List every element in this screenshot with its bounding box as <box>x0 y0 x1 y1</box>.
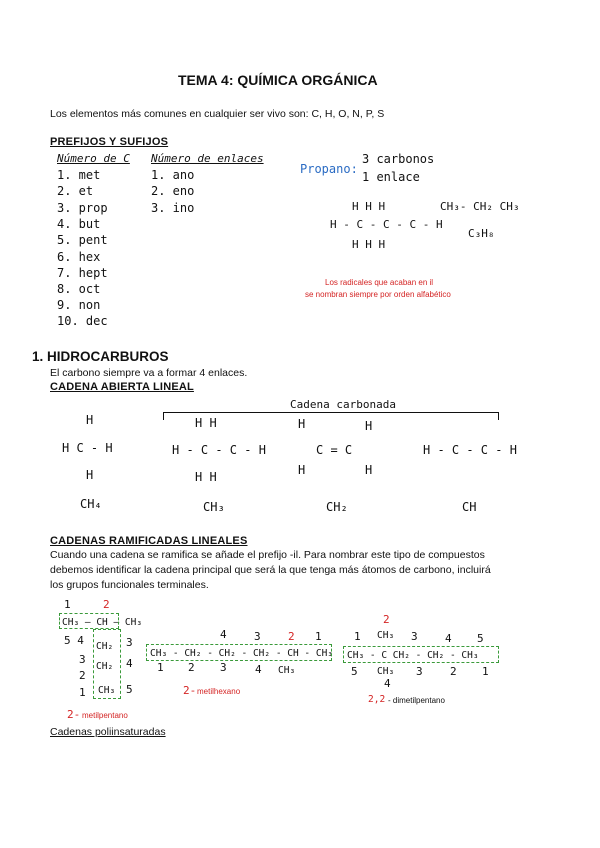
bonds-header: Número de enlaces <box>151 152 264 165</box>
ex3-chain: CH₃ - C CH₂ - CH₂ - CH₃ <box>347 650 479 661</box>
list-item: 3. ino <box>151 201 195 215</box>
ex2-bot-4: 4 <box>255 663 262 676</box>
carbon-bonds-text: El carbono siempre va a formar 4 enlaces. <box>50 367 248 379</box>
ex1-ch2a: CH₂ <box>96 641 114 652</box>
ex3-bot-5: 5 <box>351 665 358 678</box>
ex1-n54: 5 4 <box>64 634 84 647</box>
list-item: 2. eno <box>151 184 195 198</box>
intro-text: Los elementos más comunes en cualquier ser vivo son: C, H, O, N, P, S <box>50 108 385 120</box>
ethene-name: CH₂ <box>326 500 348 514</box>
ex1-red-num: 2- <box>67 708 81 721</box>
ex3-bot-3: 3 <box>416 665 423 678</box>
ex1-box-vert <box>93 629 121 699</box>
methane-name: CH₄ <box>80 497 102 511</box>
ex2-bot-1: 1 <box>157 661 164 674</box>
ex1-n4: 4 <box>126 657 133 670</box>
ex3-name-num: 2,2 <box>368 694 386 705</box>
propano-label: Propano: <box>300 162 358 176</box>
methane-top: H <box>86 413 94 427</box>
ex3-top-5: 5 <box>477 632 484 645</box>
ethane-bot: H H <box>195 470 217 484</box>
chain-bracket <box>163 412 499 413</box>
ethyne-mid: H - C - C - H <box>423 443 517 457</box>
branched-heading: CADENAS RAMIFICADAS LINEALES <box>50 535 248 547</box>
list-item: 8. oct <box>57 282 101 296</box>
propano-bot-h: H H H <box>352 238 386 251</box>
ex2-top-red: 2 <box>288 630 295 643</box>
ex1-ch3: CH₃ <box>98 685 116 696</box>
carbons-header: Número de C <box>57 152 130 165</box>
list-item: 9. non <box>57 298 101 312</box>
ex1-top: CH₃ — CH — CH₃ <box>62 617 143 628</box>
ex3-top-ch3: CH₃ <box>377 630 395 641</box>
ex3-top-3: 3 <box>411 630 418 643</box>
list-item: 3. prop <box>57 201 108 215</box>
ex1-n3b: 3 <box>79 653 86 666</box>
ex3-bot-2: 2 <box>450 665 457 678</box>
hidrocarburos-heading: 1. HIDROCARBUROS <box>32 349 169 364</box>
ex1-box-top <box>59 613 119 629</box>
ethene-tl: H <box>298 417 306 431</box>
ex2-top-4: 4 <box>220 628 227 641</box>
list-item: 5. pent <box>57 233 108 247</box>
ex2-bot-2: 2 <box>188 661 195 674</box>
ex2-top-1: 1 <box>315 630 322 643</box>
ex3-bot-4: 4 <box>384 677 391 690</box>
ex1-n5: 5 <box>126 683 133 696</box>
list-item: 10. dec <box>57 314 108 328</box>
ex2-top-3: 3 <box>254 630 261 643</box>
ex3-name: - dimetilpentano <box>388 696 445 705</box>
ex1-ch2b: CH₂ <box>96 661 114 672</box>
radicales-note-1: Los radicales que acaban en il <box>325 278 434 287</box>
list-item: 1. ano <box>151 168 195 182</box>
ex3-top-1: 1 <box>354 630 361 643</box>
propano-bonds: 1 enlace <box>362 170 420 184</box>
ethane-mid: H - C - C - H <box>172 443 266 457</box>
branched-text-3: los grupos funcionales terminales. <box>50 579 209 591</box>
list-item: 4. but <box>57 217 101 231</box>
propano-top-h: H H H <box>352 200 386 213</box>
ex2-name: metilhexano <box>197 687 241 696</box>
list-item: 6. hex <box>57 250 101 264</box>
lineal-heading: CADENA ABIERTA LINEAL <box>50 381 194 393</box>
propano-carbons: 3 carbonos <box>362 152 435 166</box>
ex2-chain: CH₃ - CH₂ - CH₂ - CH₂ - CH - CH₃ <box>150 648 334 659</box>
ex3-top-4: 4 <box>445 632 452 645</box>
page-title: TEMA 4: QUÍMICA ORGÁNICA <box>178 72 378 88</box>
ex3-red-top: 2 <box>383 613 390 626</box>
ex3-bot-ch3: CH₃ <box>377 666 395 677</box>
ethyne-name: CH <box>462 500 477 514</box>
list-item: 2. et <box>57 184 94 198</box>
ex2-box <box>146 644 332 661</box>
chain-bracket-right <box>498 412 499 420</box>
ex1-n2: 2 <box>79 669 86 682</box>
chain-label: Cadena carbonada <box>290 398 396 411</box>
list-item: 7. hept <box>57 266 108 280</box>
methane-bot: H <box>86 468 94 482</box>
ex1-num-red: 2 <box>103 598 110 611</box>
propano-mid: H - C - C - C - H <box>330 218 443 231</box>
propano-formula: C₃H₈ <box>468 227 495 240</box>
branched-text-2: debemos identificar la cadena principal que será la que tenga más átomos de carbono, incluirá <box>50 564 491 576</box>
ex1-n3: 3 <box>126 636 133 649</box>
propano-condensed: CH₃- CH₂ CH₃ <box>440 200 520 213</box>
ethane-name: CH₃ <box>203 500 225 514</box>
radicales-note-2: se nombran siempre por orden alfabético <box>305 290 451 299</box>
ex1-n1: 1 <box>79 686 86 699</box>
ex2-ch3: CH₃ <box>278 665 296 676</box>
ex2-name-num: 2- <box>183 684 197 697</box>
list-item: 1. met <box>57 168 101 182</box>
ethene-tr: H <box>365 419 373 433</box>
ex1-name: metilpentano <box>82 711 128 720</box>
methane-mid: H C - H <box>62 441 113 455</box>
ex1-num-1: 1 <box>64 598 71 611</box>
ethene-bl: H <box>298 463 306 477</box>
prefixes-heading: PREFIJOS Y SUFIJOS <box>50 136 169 148</box>
ex3-bot-1: 1 <box>482 665 489 678</box>
ex2-bot-3: 3 <box>220 661 227 674</box>
ethane-top: H H <box>195 416 217 430</box>
ethene-mid: C = C <box>316 443 353 457</box>
ex3-box <box>343 646 499 663</box>
ethene-br: H <box>365 463 373 477</box>
chain-bracket-left <box>163 412 164 420</box>
poly-heading: Cadenas poliinsaturadas <box>50 726 166 738</box>
branched-text-1: Cuando una cadena se ramifica se añade el prefijo -il. Para nombrar este tipo de compuestos <box>50 549 485 561</box>
